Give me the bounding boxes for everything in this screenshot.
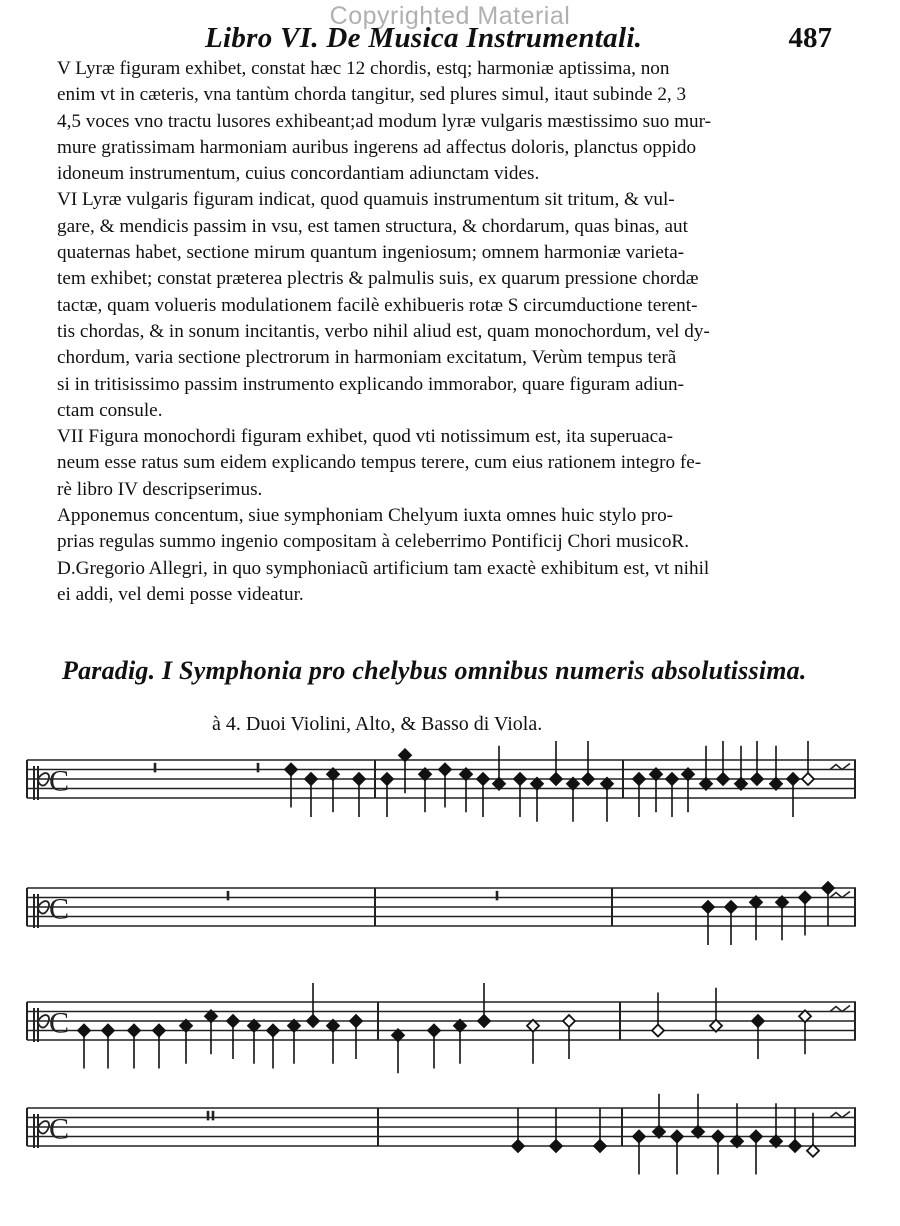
note-head [381, 773, 393, 785]
text-line: neum esse ratus sum eidem explicando tempus terere, cum eius rationem integro fe- [57, 452, 702, 474]
example-title: Paradig. I Symphonia pro chelybus omnibus numeris absolutissima. [62, 656, 807, 685]
note-head [789, 1140, 801, 1152]
c-clef-icon [34, 1114, 38, 1148]
text-line: si in tritisissimo passim instrumento explicando immorabor, quare figuram adiun- [57, 373, 684, 395]
note-head [787, 773, 799, 785]
text-line: tis chordas, & in sonum incitantis, verbo nihil aliud est, quam monochordum, vel dy- [57, 320, 710, 342]
text-line: Apponemus concentum, siue symphoniam Chelyum iuxta omnes huic stylo pro- [57, 505, 674, 527]
paragraph-vii [57, 424, 865, 503]
text-line: tactæ, quam volueris modulationem facilè exhibueris rotæ S circumductione terent- [57, 294, 698, 316]
note-head [822, 882, 834, 894]
note-head [267, 1025, 279, 1037]
note-head [725, 901, 737, 913]
note-head [285, 764, 297, 776]
note-head [717, 773, 729, 785]
c-clef-icon [34, 766, 38, 800]
note-head [802, 773, 814, 785]
text-line: chordum, varia sectione plectrorum in harmoniam excitatum, Verùm tempus terã [57, 347, 677, 369]
text-line: idoneum instrumentum, cuius concordantiam adiunctam vides. [57, 163, 540, 185]
note-head [666, 773, 678, 785]
c-clef-icon [34, 1008, 38, 1042]
text-line: rè libro IV descripserimus. [57, 478, 263, 500]
running-title: Libro VI. De Musica Instrumentali. [205, 22, 643, 54]
text-line: enim vt in cæteris, vna tantùm chorda tangitur, sed plures simul, itaut subinde 2, 3 [57, 84, 687, 106]
paragraph-vi [57, 187, 865, 424]
note-head [652, 1025, 664, 1037]
example-subtitle: à 4. Duoi Violini, Alto, & Basso di Viola. [212, 713, 543, 735]
note-head [750, 1131, 762, 1143]
note-head [799, 892, 811, 904]
custos-icon [830, 1006, 850, 1012]
note-head [752, 1015, 764, 1027]
text-line: ei addi, vel demi posse videatur. [57, 583, 304, 605]
text-line: gare, & mendicis passim in vsu, est tamen structura, & chordarum, quas binas, aut [57, 215, 688, 237]
text-line: mure gratissimam harmoniam auribus ingerens ad affectus doloris, planctus oppido [57, 136, 697, 158]
page-number: 487 [788, 22, 832, 54]
note-head [633, 773, 645, 785]
note-head [227, 1015, 239, 1027]
time-signature: C [49, 1112, 70, 1146]
note-head [550, 1140, 562, 1152]
text-line: V Lyræ figuram exhibet, constat hæc 12 chordis, estq; harmoniæ aptissima, non [57, 58, 670, 79]
text-line: D.Gregorio Allegri, in quo symphoniacũ artificium tam exactè exhibitum est, vt nihil [57, 557, 710, 579]
note-head [594, 1140, 606, 1152]
note-head [78, 1025, 90, 1037]
note-head [633, 1131, 645, 1143]
note-head [582, 773, 594, 785]
text-line: VII Figura monochordi figuram exhibet, quod vti notissimum est, ita superuaca- [57, 426, 674, 448]
note-head [671, 1131, 683, 1143]
note-head [712, 1131, 724, 1143]
note-head [439, 764, 451, 776]
paragraph-v [57, 56, 865, 187]
time-signature: C [49, 1006, 70, 1040]
text-line: prias regulas summo ingenio compositam à celeberrimo Pontificij Chori musicoR. [57, 531, 690, 553]
note-head [563, 1015, 575, 1027]
note-head [353, 773, 365, 785]
body-text [57, 56, 865, 608]
note-head [477, 773, 489, 785]
note-head [305, 773, 317, 785]
note-head [550, 773, 562, 785]
note-head [102, 1025, 114, 1037]
note-head [428, 1025, 440, 1037]
note-head [128, 1025, 140, 1037]
running-header [0, 18, 900, 58]
copyright-watermark: Copyrighted Material [329, 2, 571, 30]
note-head [702, 901, 714, 913]
text-line: VI Lyræ vulgaris figuram indicat, quod quamuis instrumentum sit tritum, & vul- [57, 189, 675, 211]
text-line: 4,5 voces vno tractu lusores exhibeant;ad modum lyræ vulgaris mæstissimo suo mur- [57, 110, 712, 132]
note-head [350, 1015, 362, 1027]
musical-score [0, 740, 900, 1226]
text-line: tem exhibet; constat præterea plectris & palmulis suis, ex quarum pressione chordæ [57, 268, 699, 290]
note-head [514, 773, 526, 785]
custos-icon [830, 1112, 850, 1118]
note-head [153, 1025, 165, 1037]
custos-icon [830, 764, 850, 770]
text-line: quaternas habet, sectione mirum quantum ingeniosum; omnem harmoniæ varieta- [57, 242, 685, 264]
custos-icon [830, 892, 850, 898]
c-clef-icon [34, 894, 38, 928]
note-head [307, 1015, 319, 1027]
time-signature: C [49, 764, 70, 798]
time-signature: C [49, 892, 70, 926]
note-head [512, 1140, 524, 1152]
note-head [751, 773, 763, 785]
paragraph-concentus [57, 503, 865, 608]
text-line: ctam consule. [57, 399, 163, 421]
note-head [478, 1015, 490, 1027]
